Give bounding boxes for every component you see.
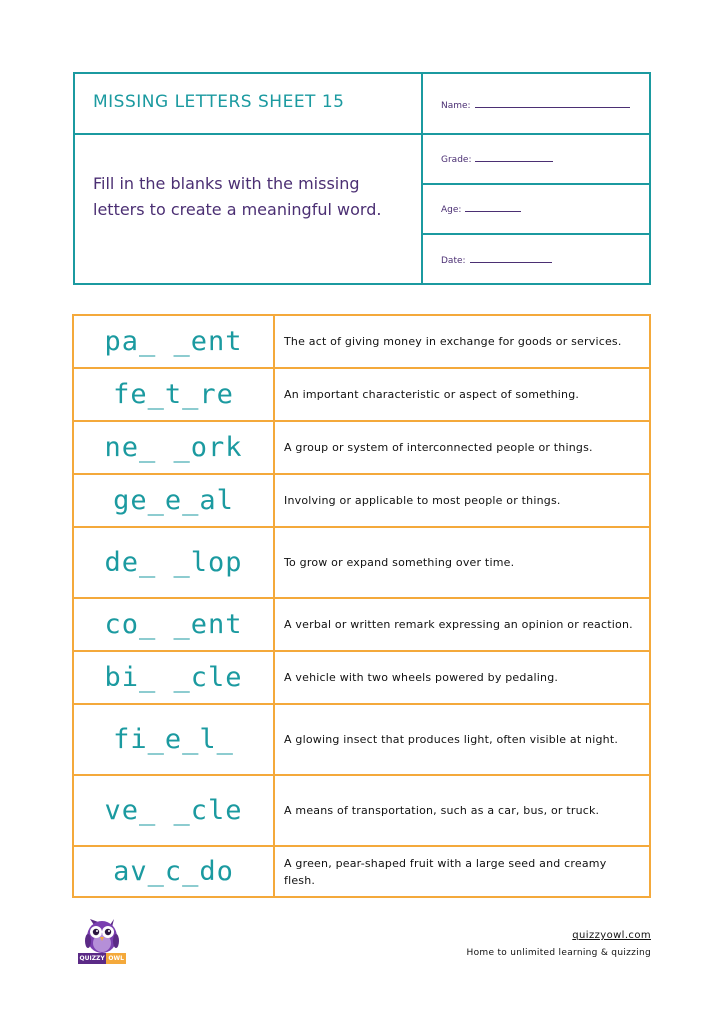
table-row	[74, 475, 649, 528]
definition-cell	[275, 652, 649, 703]
date-label: Date:	[441, 256, 466, 266]
grade-label: Grade:	[441, 155, 472, 165]
table-row	[74, 599, 649, 652]
grade-blank-line[interactable]	[475, 153, 553, 162]
owl-icon	[78, 913, 126, 955]
site-tagline: Home to unlimited learning & quizzing	[466, 948, 651, 958]
table-row	[74, 528, 649, 599]
grade-field	[423, 135, 649, 185]
definition-cell	[275, 776, 649, 845]
sheet-title: MISSING LETTERS SHEET 15	[93, 92, 345, 112]
age-blank-line[interactable]	[465, 203, 521, 212]
word-table	[72, 314, 651, 898]
definition-text: A group or system of interconnected people or things.	[284, 441, 593, 454]
definition-text: A glowing insect that produces light, often visible at night.	[284, 733, 619, 746]
table-row	[74, 369, 649, 422]
definition-text: A verbal or written remark expressing an opinion or reaction.	[284, 618, 633, 631]
word-cell	[74, 776, 275, 845]
instructions-cell	[75, 135, 423, 283]
definition-cell	[275, 316, 649, 367]
logo-text-band	[78, 953, 126, 964]
word-cell	[74, 422, 275, 473]
definition-text: A vehicle with two wheels powered by pedaling.	[284, 671, 559, 684]
quizzy-owl-logo[interactable]	[78, 913, 126, 965]
definition-cell	[275, 599, 649, 650]
name-blank-line[interactable]	[475, 99, 630, 108]
word-cell	[74, 316, 275, 367]
missing-letter-word[interactable]: ge_e_al	[113, 485, 234, 516]
table-row	[74, 705, 649, 776]
table-row	[74, 652, 649, 705]
name-label: Name:	[441, 101, 471, 111]
header-box	[73, 72, 651, 285]
instructions-text: Fill in the blanks with the missing letters to create a meaningful word.	[93, 174, 382, 219]
word-cell	[74, 652, 275, 703]
missing-letter-word[interactable]: pa_ _ent	[104, 326, 243, 357]
logo-text-left: QUIZZY	[79, 955, 105, 962]
word-cell	[74, 475, 275, 526]
definition-cell	[275, 369, 649, 420]
definition-cell	[275, 847, 649, 896]
definition-text: A means of transportation, such as a car, bus, or truck.	[284, 804, 600, 817]
date-field	[423, 235, 649, 283]
age-field	[423, 185, 649, 235]
age-label: Age:	[441, 205, 462, 215]
definition-cell	[275, 528, 649, 597]
date-blank-line[interactable]	[470, 254, 552, 263]
definition-text: A green, pear-shaped fruit with a large seed and creamy flesh.	[284, 856, 607, 887]
table-row	[74, 776, 649, 847]
definition-text: Involving or applicable to most people or things.	[284, 494, 561, 507]
table-row	[74, 422, 649, 475]
definition-text: The act of giving money in exchange for goods or services.	[284, 335, 622, 348]
missing-letter-word[interactable]: de_ _lop	[104, 547, 243, 578]
word-cell	[74, 369, 275, 420]
missing-letter-word[interactable]: fe_t_re	[113, 379, 234, 410]
word-cell	[74, 705, 275, 774]
word-cell	[74, 599, 275, 650]
word-cell	[74, 847, 275, 896]
site-link[interactable]: quizzyowl.com	[572, 930, 651, 941]
definition-cell	[275, 705, 649, 774]
definition-cell	[275, 475, 649, 526]
definition-text: To grow or expand something over time.	[284, 556, 515, 569]
name-field	[423, 74, 649, 135]
word-cell	[74, 528, 275, 597]
logo-text-right: OWL	[106, 953, 126, 964]
definition-text: An important characteristic or aspect of something.	[284, 388, 580, 401]
missing-letter-word[interactable]: ne_ _ork	[104, 432, 243, 463]
missing-letter-word[interactable]: co_ _ent	[104, 609, 243, 640]
definition-cell	[275, 422, 649, 473]
missing-letter-word[interactable]: ve_ _cle	[104, 795, 243, 826]
missing-letter-word[interactable]: fi_e_l_	[113, 724, 234, 755]
missing-letter-word[interactable]: bi_ _cle	[104, 662, 243, 693]
table-row	[74, 316, 649, 369]
missing-letter-word[interactable]: av_c_do	[113, 856, 234, 887]
title-cell	[75, 74, 423, 135]
table-row	[74, 847, 649, 896]
